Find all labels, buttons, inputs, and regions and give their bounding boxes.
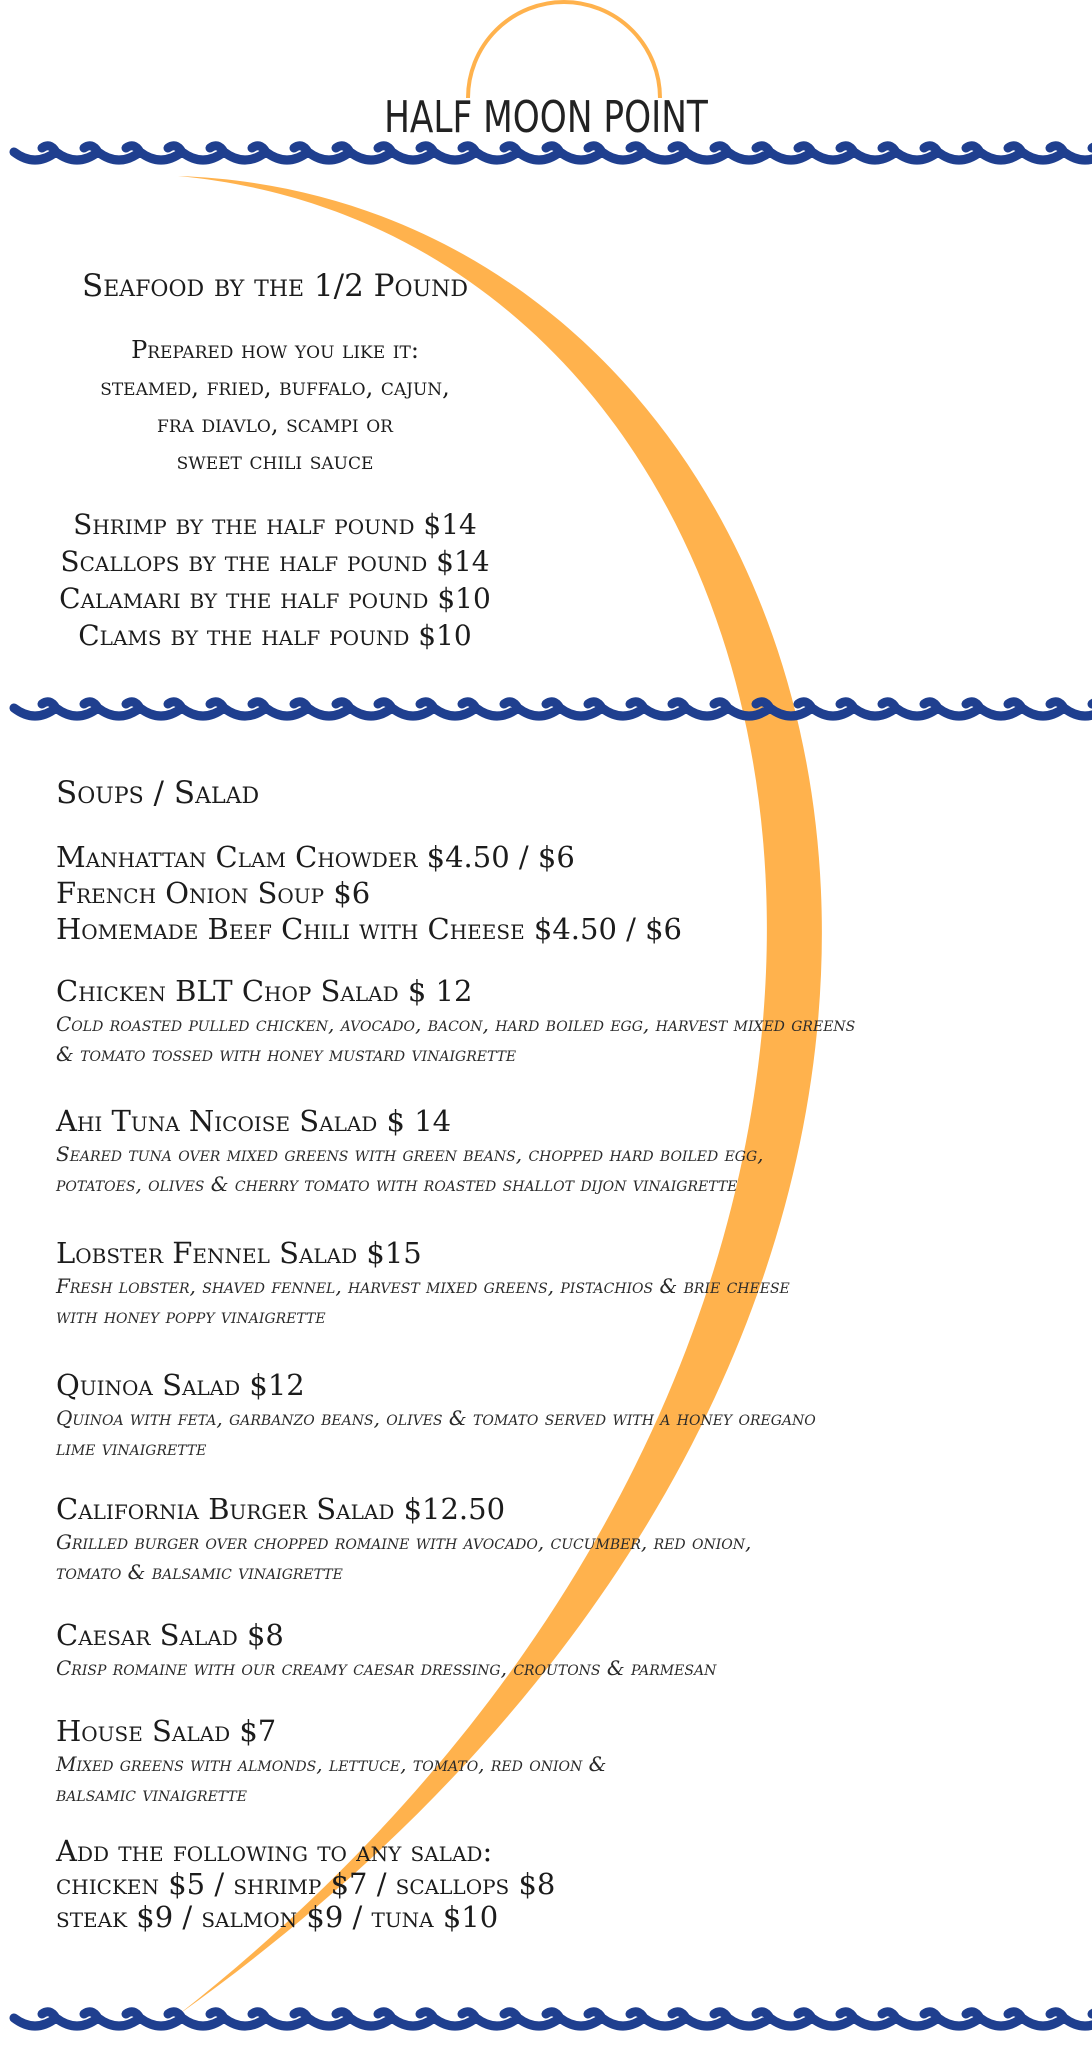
salad-description: Grilled burger over chopped romaine with avocado, cucumber, red onion, xyxy=(56,1530,752,1554)
wave-divider-bottom xyxy=(14,2012,1092,2026)
salad-description: Quinoa with feta, garbanzo beans, olives & tomato served with a honey oregano xyxy=(56,1406,816,1430)
addon-line: Add the following to any salad: xyxy=(56,1834,493,1868)
salad-description: Mixed greens with almonds, lettuce, tomato, red onion & xyxy=(56,1752,607,1776)
salad-item xyxy=(56,1491,956,1587)
salad-description: Cold roasted pulled chicken, avocado, bacon, hard boiled egg, harvest mixed greens xyxy=(56,1012,856,1036)
wave-divider-top xyxy=(14,146,1092,160)
salad-item xyxy=(56,973,956,1069)
salad-title: Lobster Fennel Salad $15 xyxy=(56,1236,422,1270)
salad-description: tomato & balsamic vinaigrette xyxy=(56,1560,343,1584)
seafood-item: Scallops by the half pound $14 xyxy=(60,545,490,578)
seafood-heading: Seafood by the 1/2 Pound xyxy=(81,268,468,304)
seafood-price-list xyxy=(30,506,520,654)
salad-description: balsamic vinaigrette xyxy=(56,1782,247,1806)
salad-description: lime vinaigrette xyxy=(56,1436,207,1460)
soups-salad-section xyxy=(56,775,956,1934)
salad-title: Caesar Salad $8 xyxy=(56,1618,284,1652)
addon-line: chicken $5 / shrimp $7 / scallops $8 xyxy=(56,1867,556,1901)
seafood-item: Calamari by the half pound $10 xyxy=(59,582,491,615)
seafood-section xyxy=(30,268,520,654)
restaurant-title: HALF MOON POINT xyxy=(384,92,708,143)
salad-description: & tomato tossed with honey mustard vinaigrette xyxy=(56,1042,517,1066)
salad-item xyxy=(56,1617,956,1683)
prep-line: Prepared how you like it: xyxy=(131,336,419,364)
salad-title: California Burger Salad $12.50 xyxy=(56,1492,506,1526)
soup-item: French Onion Soup $6 xyxy=(56,876,371,910)
seafood-item: Clams by the half pound $10 xyxy=(78,619,472,652)
salad-description: Fresh lobster, shaved fennel, harvest mixed greens, pistachios & brie cheese xyxy=(56,1274,790,1298)
salad-description: Crisp romaine with our creamy caesar dressing, croutons & parmesan xyxy=(56,1656,717,1680)
seafood-item: Shrimp by the half pound $14 xyxy=(73,508,477,541)
addon-line: steak $9 / salmon $9 / tuna $10 xyxy=(56,1900,499,1934)
prep-line: fra diavlo, scampi or xyxy=(157,410,393,438)
salad-title: Quinoa Salad $12 xyxy=(56,1368,305,1402)
salad-item xyxy=(56,1367,956,1463)
soups-salad-heading: Soups / Salad xyxy=(56,775,260,811)
wave-divider-middle xyxy=(14,702,1092,716)
salad-description: Seared tuna over mixed greens with green beans, chopped hard boiled egg, xyxy=(56,1142,764,1166)
salad-addons xyxy=(56,1835,956,1934)
salad-item xyxy=(56,1103,956,1199)
salad-item xyxy=(56,1235,956,1331)
salad-title: Chicken BLT Chop Salad $ 12 xyxy=(56,974,473,1008)
salad-description: with honey poppy vinaigrette xyxy=(56,1304,326,1328)
prep-line: sweet chili sauce xyxy=(176,447,374,475)
soup-item: Homemade Beef Chili with Cheese $4.50 / $6 xyxy=(56,912,683,946)
salad-title: Ahi Tuna Nicoise Salad $ 14 xyxy=(56,1104,452,1138)
soup-item: Manhattan Clam Chowder $4.50 / $6 xyxy=(56,840,575,874)
sun-arc-icon xyxy=(468,2,660,98)
salad-title: House Salad $7 xyxy=(56,1714,277,1748)
soup-list xyxy=(56,839,956,947)
preparation-options xyxy=(30,332,520,480)
salad-item xyxy=(56,1713,956,1809)
prep-line: steamed, fried, buffalo, cajun, xyxy=(100,373,450,401)
salad-description: potatoes, olives & cherry tomato with roasted shallot dijon vinaigrette xyxy=(56,1172,738,1196)
